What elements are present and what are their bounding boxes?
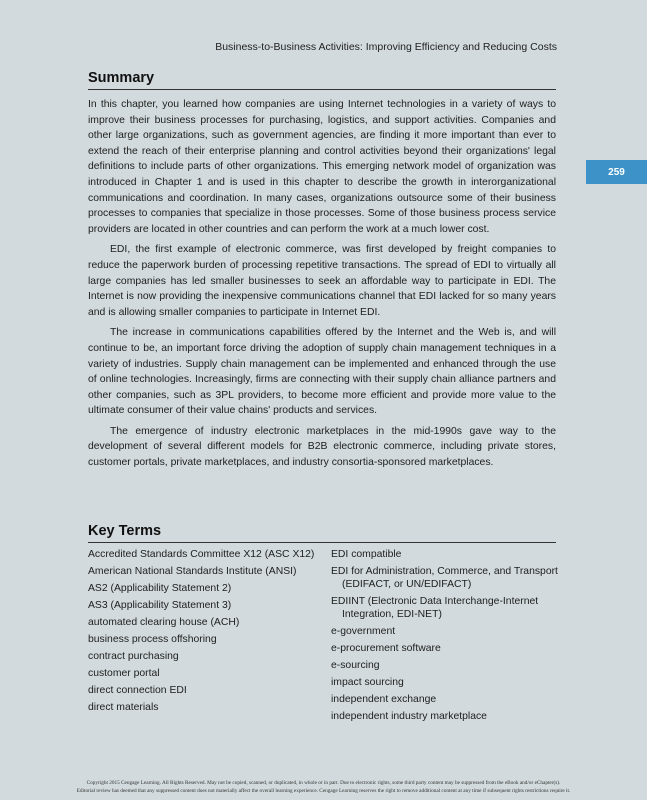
summary-body [88, 97, 556, 476]
key-term: EDI compatible [331, 549, 402, 560]
copyright-footer [0, 779, 647, 795]
key-term: AS3 (Applicability Statement 3) [88, 600, 232, 611]
key-term: business process offshoring [88, 634, 217, 645]
key-term: impact sourcing [331, 677, 404, 688]
summary-paragraph: EDI, the first example of electronic commerce, was first developed by freight companies to reduce the paperwork burden of processing repetitive transactions. The spread of EDI to virtually all large companies has led smaller businesses to seek an affordable way to participate in EDI. The Internet is now providing the inexpensive communications channel that EDI lacked for so many years and is allowing smaller companies to participate in Internet EDI. [88, 244, 556, 318]
key-term: EDI for Administration, Commerce, and Transport (EDIFACT, or UN/EDIFACT) [331, 566, 558, 590]
key-terms-left-column [88, 548, 323, 718]
key-term: automated clearing house (ACH) [88, 617, 240, 628]
page-number-tab: 259 [586, 160, 647, 184]
key-term: AS2 (Applicability Statement 2) [88, 583, 232, 594]
summary-paragraph: The increase in communications capabilities offered by the Internet and the Web is, and will continue to be, an important force driving the adoption of supply chain management techniques in a variety of industries. Supply chain management can be implemented and enhanced through the use of online technologies. Increasingly, firms are connecting with their supply chain alliance partners and other companies, such as 3PL providers, to become more efficient and provide more value to the ultimate consumer of their value chains' products and services. [88, 327, 556, 417]
key-term: contract purchasing [88, 651, 179, 662]
key-term: customer portal [88, 668, 160, 679]
running-head: Business-to-Business Activities: Improving Efficiency and Reducing Costs [215, 41, 557, 53]
key-term: independent exchange [331, 694, 437, 705]
copyright-line: Copyright 2015 Cengage Learning. All Rights Reserved. May not be copied, scanned, or duplicated, in whole or in part. Due to electronic rights, some third party content may be suppressed from the eBook and/or eChapter(s). [86, 780, 561, 786]
summary-paragraph: In this chapter, you learned how companies are using Internet technologies in a variety of ways to improve their business processes for purchasing, logistics, and support activities. Companies and other large organizations, such as government agencies, are finding it more important than ever to extend the reach of their enterprise planning and control activities beyond their organizations' legal definitions to include parts of other organizations. This emerging network model of organization was introduced in Chapter 1 and is used in this chapter to describe the growth in interorganizational communications and coordination. In many cases, organizations outsource some of their business processes to companies that specialize in those processes. Some of those business process service providers are located in other countries and can perform the work at a much lower cost. [88, 99, 556, 235]
key-term: EDIINT (Electronic Data Interchange-Internet Integration, EDI-NET) [331, 596, 539, 620]
key-terms-right-column [331, 548, 563, 727]
key-terms-heading: Key Terms [88, 523, 556, 543]
key-term: direct materials [88, 702, 159, 713]
copyright-line: Editorial review has deemed that any suppressed content does not materially affect the overall learning experience. Cengage Learning reserves the right to remove additional content at any time if subsequent rights restrictions require it. [76, 788, 571, 794]
key-term: independent industry marketplace [331, 711, 487, 722]
key-term: e-government [331, 626, 396, 637]
key-term: e-procurement software [331, 643, 441, 654]
key-term: e-sourcing [331, 660, 380, 671]
summary-paragraph: The emergence of industry electronic marketplaces in the mid-1990s gave way to the development of several different models for B2B electronic commerce, including private stores, customer portals, private marketplaces, and industry consortia-sponsored marketplaces. [88, 425, 556, 469]
key-term: American National Standards Institute (ANSI) [88, 566, 297, 577]
key-term: direct connection EDI [88, 685, 187, 696]
key-term: Accredited Standards Committee X12 (ASC X12) [88, 549, 315, 560]
summary-heading: Summary [88, 70, 556, 90]
